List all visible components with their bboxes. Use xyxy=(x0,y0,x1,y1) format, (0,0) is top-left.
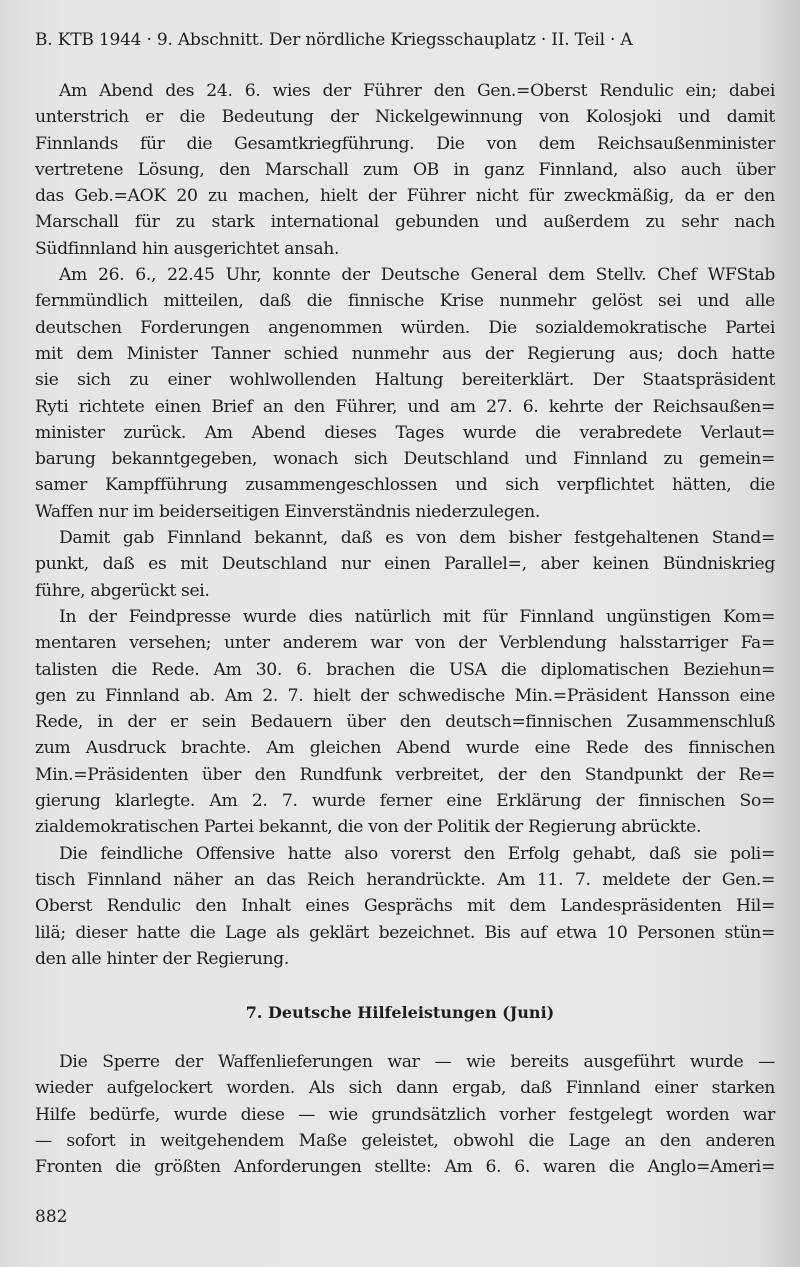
text-line: deutschen Forderungen angenommen würden. Die sozialdemokratische Partei xyxy=(35,317,775,338)
text-line: Marschall für zu stark international gebunden und außerdem zu sehr nach xyxy=(35,212,775,233)
text-line: lilä; dieser hatte die Lage als geklärt bezeichnet. Bis auf etwa 10 Personen stün= xyxy=(35,922,775,943)
text-line: das Geb.=AOK 20 zu machen, hielt der Führer nicht für zweckmäßig, da er den xyxy=(35,186,775,207)
text-line: wieder aufgelockert worden. Als sich dann ergab, daß Finnland einer starken xyxy=(35,1078,775,1099)
text-line: Die feindliche Offensive hatte also vorerst den Erfolg gehabt, daß sie poli= xyxy=(59,843,775,864)
text-line: unterstrich er die Bedeutung der Nickelgewinnung von Kolosjoki und damit xyxy=(35,107,775,128)
text-line: Hilfe bedürfe, wurde diese — wie grundsätzlich vorher festgelegt worden war xyxy=(35,1104,775,1125)
text-line: mit dem Minister Tanner schied nunmehr aus der Regierung aus; doch hatte xyxy=(35,343,775,364)
text-line: zum Ausdruck brachte. Am gleichen Abend wurde eine Rede des finnischen xyxy=(35,738,775,759)
text-line: samer Kampfführung zusammengeschlossen und sich verpflichtet hätten, die xyxy=(35,475,775,496)
text-line: — sofort in weitgehendem Maße geleistet, obwohl die Lage an den anderen xyxy=(35,1130,775,1151)
text-line: den alle hinter der Regierung. xyxy=(35,948,289,969)
text-line: Waffen nur im beiderseitigen Einverständnis niederzulegen. xyxy=(35,501,541,522)
paragraph xyxy=(35,78,775,262)
text-line: Min.=Präsidenten über den Rundfunk verbreitet, der den Standpunkt der Re= xyxy=(35,764,775,785)
paragraph xyxy=(35,1049,775,1180)
section-heading: 7. Deutsche Hilfeleistungen (Juni) xyxy=(245,1003,555,1022)
text-line: Fronten die größten Anforderungen stellte: Am 6. 6. waren die Anglo=Ameri= xyxy=(35,1157,775,1178)
text-line: mentaren versehen; unter anderem war von der Verblendung halsstarriger Fa= xyxy=(35,633,775,654)
text-line: Am Abend des 24. 6. wies der Führer den Gen.=Oberst Rendulic ein; dabei xyxy=(59,81,775,101)
text-line: punkt, daß es mit Deutschland nur einen Parallel=, aber keinen Bündniskrieg xyxy=(35,554,775,575)
text-line: Finnlands für die Gesamtkriegführung. Die von dem Reichsaußenminister xyxy=(35,133,775,154)
text-line: In der Feindpresse wurde dies natürlich mit für Finnland ungünstigen Kom= xyxy=(59,606,775,627)
text-line: sie sich zu einer wohlwollenden Haltung bereiterklärt. Der Staatspräsident xyxy=(35,370,775,391)
text-line: führe, abgerückt sei. xyxy=(35,580,210,601)
text-line: tisch Finnland näher an das Reich herandrückte. Am 11. 7. meldete der Gen.= xyxy=(35,869,775,890)
section-1-body xyxy=(35,78,775,972)
text-line: Die Sperre der Waffenlieferungen war — wie bereits ausgeführt wurde — xyxy=(59,1052,775,1072)
paragraph xyxy=(35,604,775,841)
text-line: fernmündlich mitteilen, daß die finnische Krise nunmehr gelöst sei und alle xyxy=(35,291,775,312)
text-line: Ryti richtete einen Brief an den Führer, und am 27. 6. kehrte der Reichsaußen= xyxy=(35,396,775,417)
paragraph xyxy=(35,841,775,972)
text-line: minister zurück. Am Abend dieses Tages wurde die verabredete Verlaut= xyxy=(35,422,775,443)
text-line: Südfinnland hin ausgerichtet ansah. xyxy=(35,238,340,259)
text-line: zialdemokratischen Partei bekannt, die von der Politik der Regierung abrückte. xyxy=(35,817,702,838)
paragraph xyxy=(35,525,775,604)
text-line: vertretene Lösung, den Marschall zum OB in ganz Finnland, also auch über xyxy=(35,159,775,180)
text-line: gen zu Finnland ab. Am 2. 7. hielt der schwedische Min.=Präsident Hansson eine xyxy=(35,685,775,706)
text-line: Rede, in der er sein Bedauern über den deutsch=finnischen Zusammenschluß xyxy=(35,712,775,733)
text-line: gierung klarlegte. Am 2. 7. wurde ferner eine Erklärung der finnischen So= xyxy=(35,791,775,812)
running-header: B. KTB 1944 · 9. Abschnitt. Der nördliche Kriegsschauplatz · II. Teil · A xyxy=(35,30,633,50)
text-line: Oberst Rendulic den Inhalt eines Gesprächs mit dem Landespräsidenten Hil= xyxy=(35,896,775,917)
text-line: Am 26. 6., 22.45 Uhr, konnte der Deutsche General dem Stellv. Chef WFStab xyxy=(59,265,775,286)
text-line: barung bekanntgegeben, wonach sich Deutschland und Finnland zu gemein= xyxy=(35,449,775,470)
page-number: 882 xyxy=(35,1207,68,1227)
paragraph xyxy=(35,262,775,525)
text-line: talisten die Rede. Am 30. 6. brachen die USA die diplomatischen Beziehun= xyxy=(35,659,775,680)
section-2-body xyxy=(35,1049,775,1180)
text-line: Damit gab Finnland bekannt, daß es von dem bisher festgehaltenen Stand= xyxy=(59,528,775,549)
